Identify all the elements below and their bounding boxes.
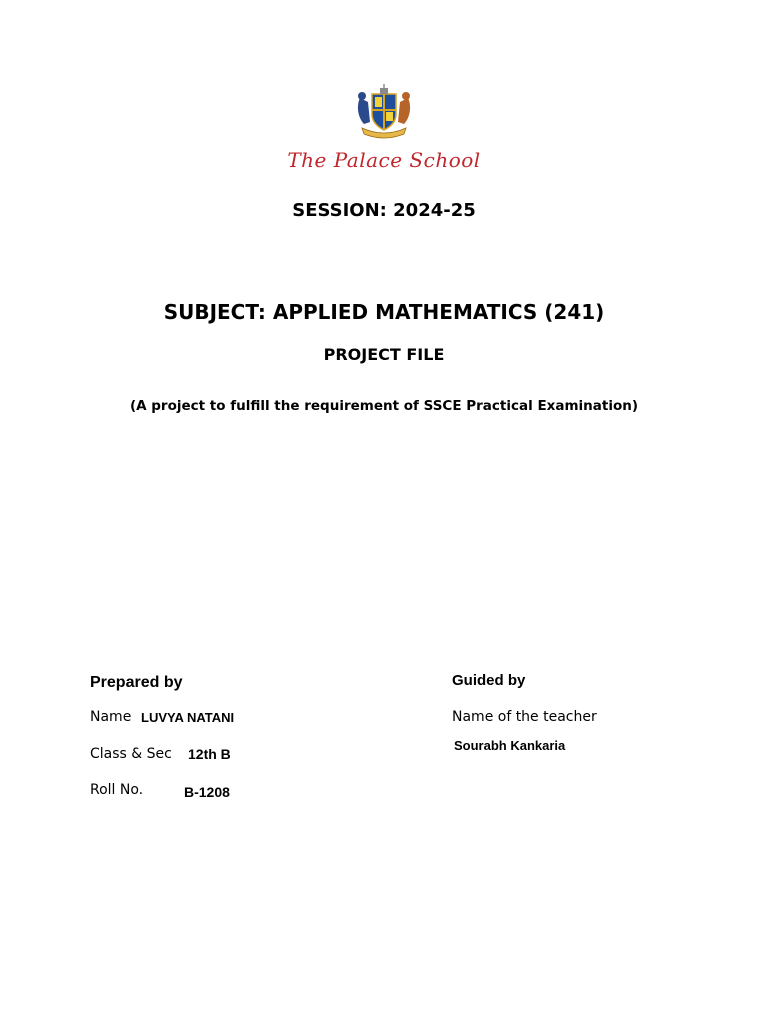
subject-heading: SUBJECT: APPLIED MATHEMATICS (241)	[163, 300, 605, 324]
school-crest-icon	[354, 84, 414, 140]
class-label: Class & Sec	[90, 746, 172, 762]
prepared-by-heading: Prepared by	[90, 674, 183, 691]
name-value: LUVYA NATANI	[141, 710, 235, 725]
class-value: 12th B	[188, 746, 231, 762]
project-title: PROJECT FILE	[323, 345, 445, 364]
teacher-label: Name of the teacher	[452, 709, 597, 725]
project-purpose: (A project to fulfill the requirement of SSCE Practical Examination)	[129, 398, 639, 414]
school-name: The Palace School	[287, 148, 481, 172]
roll-label: Roll No.	[90, 782, 144, 798]
session-heading: SESSION: 2024-25	[292, 200, 476, 221]
name-label: Name	[90, 709, 132, 725]
teacher-value: Sourabh Kankaria	[454, 738, 566, 753]
guided-by-heading: Guided by	[452, 672, 526, 689]
roll-value: B-1208	[184, 784, 230, 800]
